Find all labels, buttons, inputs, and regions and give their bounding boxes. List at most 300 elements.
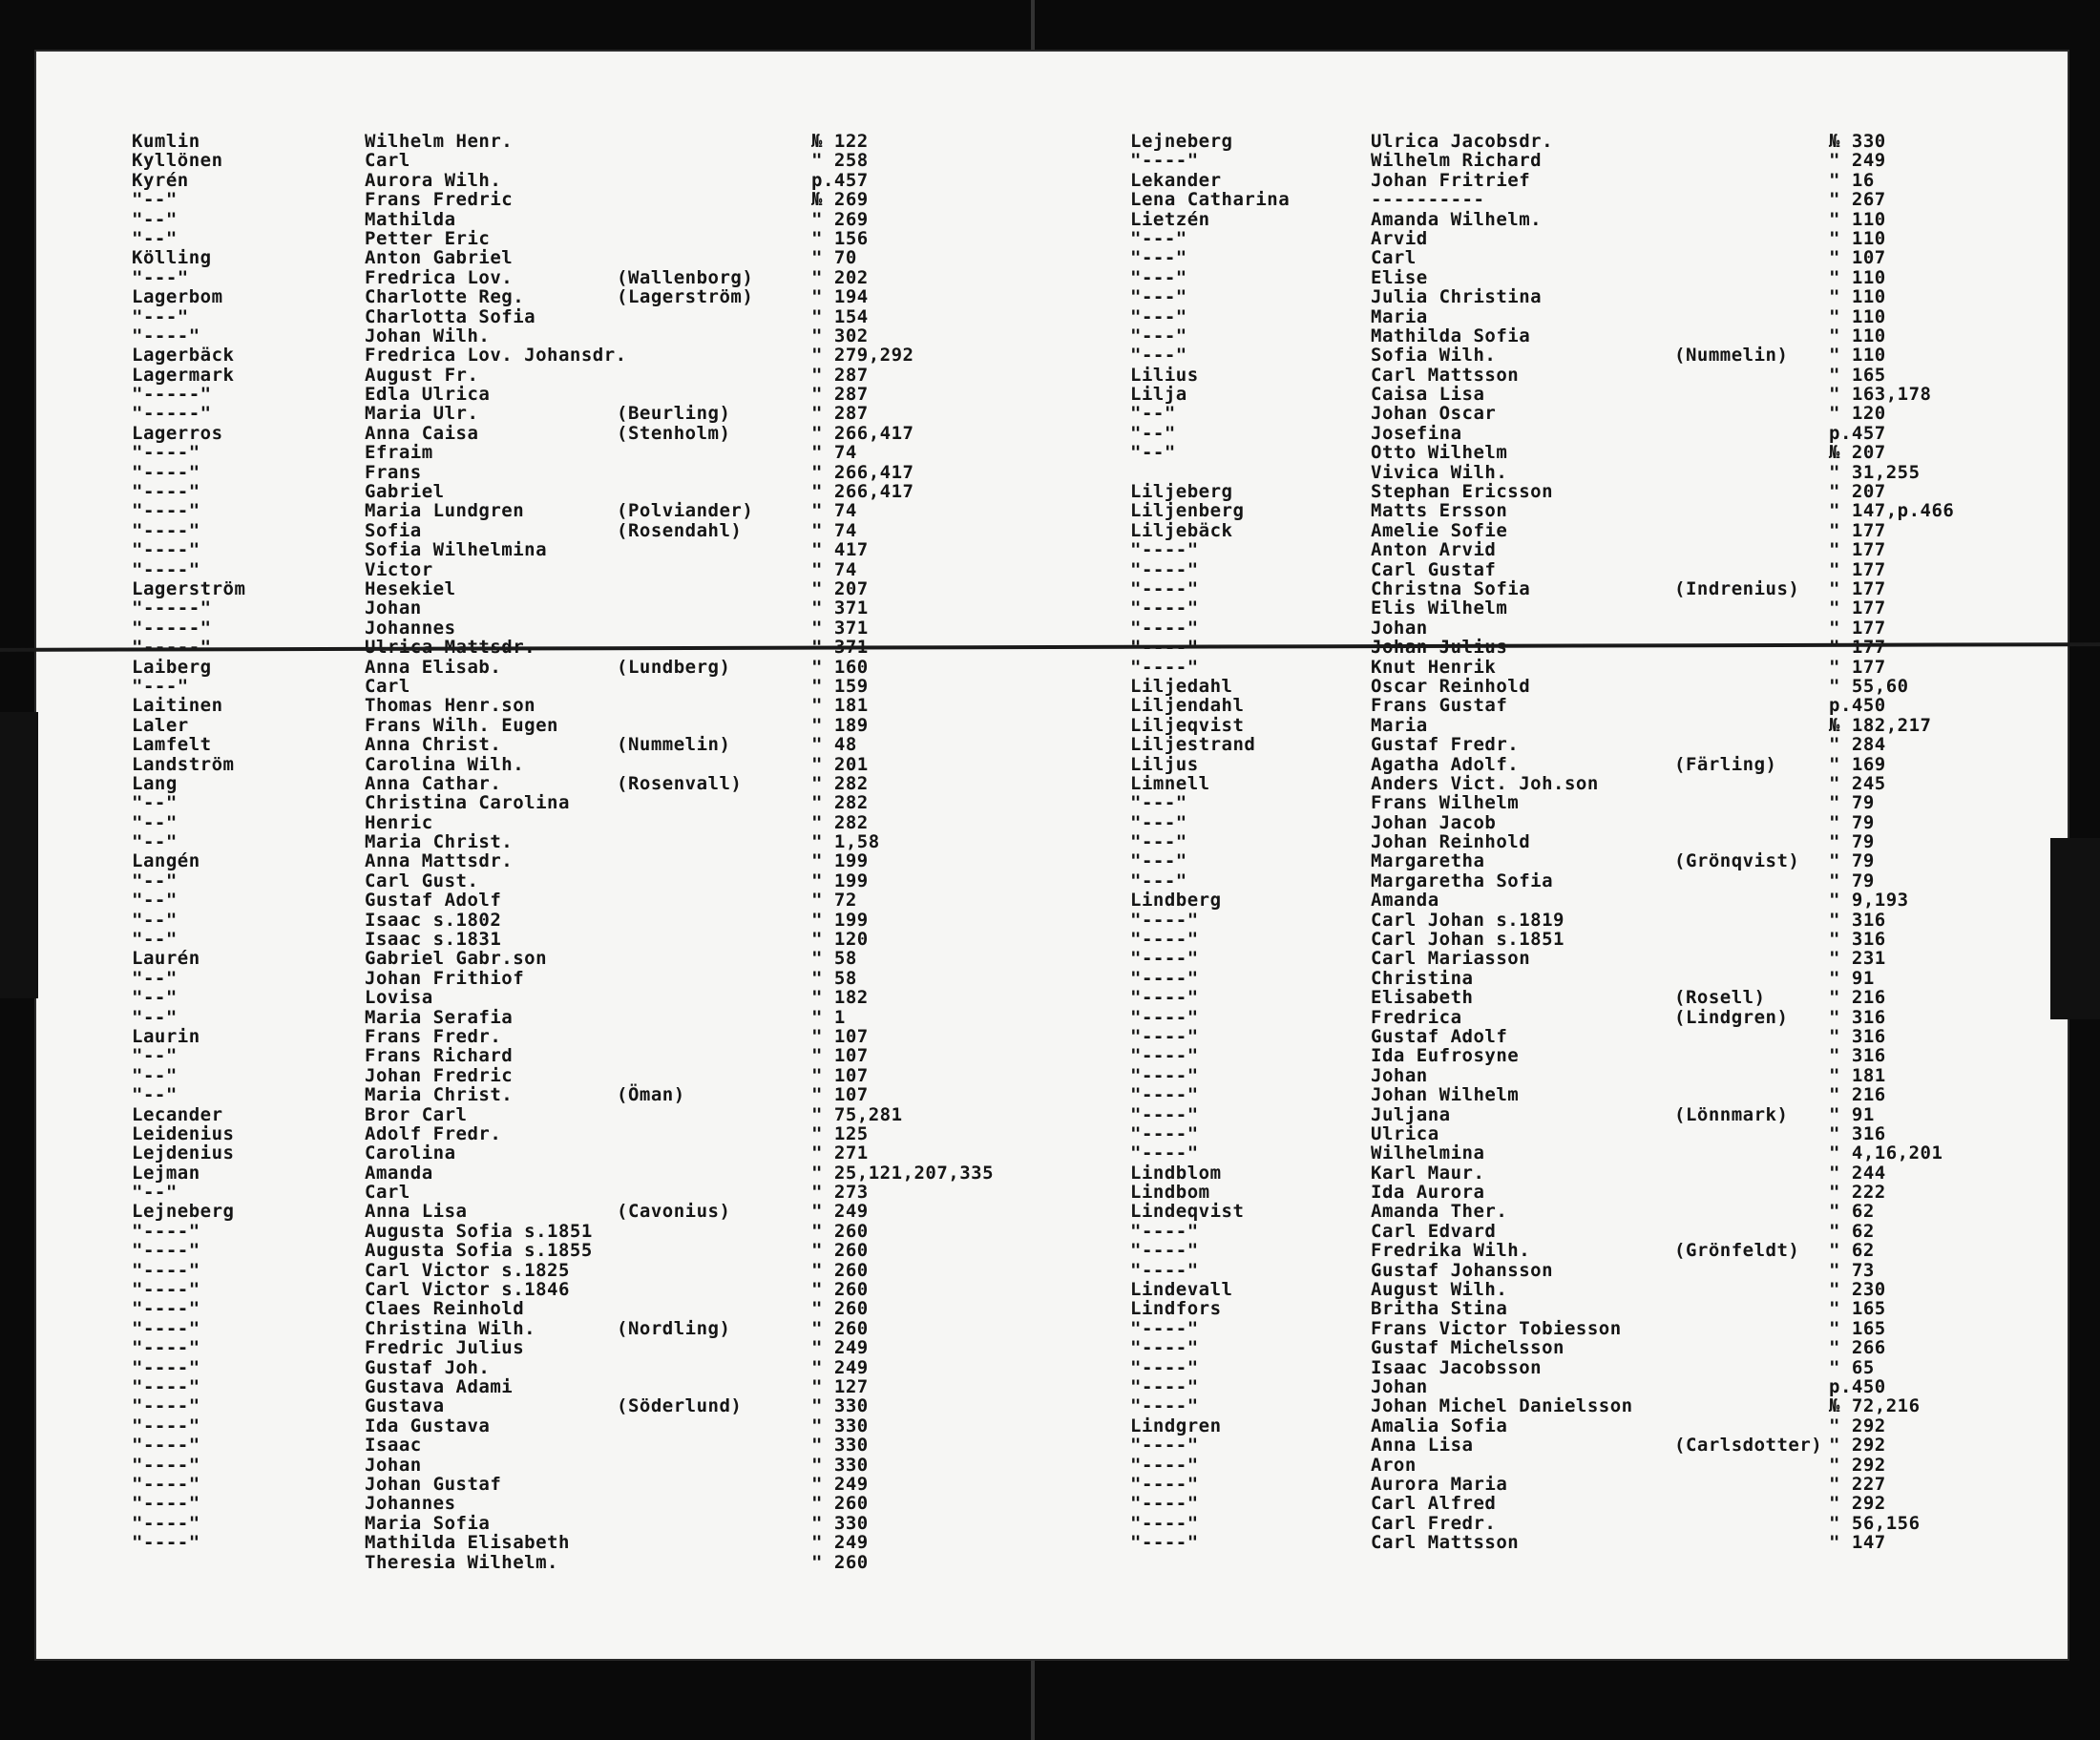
entry-ref: " 199 — [811, 870, 869, 891]
entry-surname: "----" — [1130, 656, 1199, 678]
entry-surname: "----" — [132, 1532, 200, 1554]
entry-surname: Liljebäck — [1130, 519, 1233, 541]
entry-ref: " 182 — [811, 987, 869, 1009]
entry-surname: "----" — [1130, 1064, 1199, 1086]
entry-ref: " 282 — [811, 792, 869, 814]
entry-surname: "----" — [132, 1279, 200, 1301]
entry-note: (Nummelin) — [617, 734, 731, 756]
entry-surname: Lejdenius — [132, 1143, 235, 1164]
entry-given: Anna Mattsdr. — [365, 850, 514, 872]
entry-surname: "----" — [1130, 987, 1199, 1009]
entry-ref: " 201 — [811, 753, 869, 775]
entry-ref: " 73 — [1829, 1259, 1875, 1281]
entry-surname: "----" — [1130, 1084, 1199, 1106]
entry-note: (Cavonius) — [617, 1201, 731, 1223]
entry-given: Ulrica Jacobsdr. — [1371, 131, 1554, 152]
entry-ref: " 107 — [811, 1084, 869, 1106]
entry-surname: "----" — [132, 1317, 200, 1339]
entry-ref: " 110 — [1829, 325, 1886, 346]
entry-given: Mathilda Elisabeth — [365, 1532, 570, 1554]
entry-surname: "---" — [132, 675, 189, 697]
entry-given: Amanda Wilhelm. — [1371, 208, 1543, 230]
entry-given: Vivica Wilh. — [1371, 461, 1508, 483]
right-binder-clip — [2050, 838, 2100, 1019]
entry-ref: " 245 — [1829, 772, 1886, 794]
entry-given: Carl Mariasson — [1371, 948, 1531, 970]
entry-surname: Landström — [132, 753, 235, 775]
entry-given: Christina Wilh. — [365, 1317, 536, 1339]
entry-ref: " 258 — [811, 150, 869, 172]
entry-given: August Fr. — [365, 364, 479, 386]
entry-given: Johan Wilh. — [365, 325, 491, 346]
entry-given: Anders Vict. Joh.son — [1371, 772, 1599, 794]
entry-ref: " 227 — [1829, 1473, 1886, 1495]
entry-ref: " 371 — [811, 597, 869, 619]
entry-surname: "----" — [1130, 1532, 1199, 1554]
entry-given: Frans Fredric — [365, 189, 514, 211]
entry-given: Edla Ulrica — [365, 384, 491, 406]
entry-given: Isaac — [365, 1435, 422, 1457]
entry-surname: "----" — [1130, 1006, 1199, 1028]
entry-given: Maria Serafia — [365, 1006, 514, 1028]
entry-given: Johan — [365, 597, 422, 619]
entry-ref: " 74 — [811, 519, 857, 541]
entry-surname: Lindeqvist — [1130, 1201, 1245, 1223]
entry-ref: " 287 — [811, 384, 869, 406]
entry-given: Matts Ersson — [1371, 500, 1508, 522]
entry-ref: " 249 — [811, 1356, 869, 1378]
entry-surname: Laitinen — [132, 695, 223, 717]
entry-ref: " 165 — [1829, 364, 1886, 386]
entry-surname: "-----" — [132, 617, 212, 639]
entry-given: Johan Michel Danielsson — [1371, 1395, 1633, 1417]
entry-given: Frans Fredr. — [365, 1025, 502, 1047]
entry-ref: " 284 — [1829, 734, 1886, 756]
entry-surname: "--" — [132, 870, 178, 891]
entry-surname: "--" — [132, 189, 178, 211]
entry-given: Carl Mattsson — [1371, 364, 1520, 386]
entry-given: Josefina — [1371, 422, 1462, 444]
entry-given: Maria Christ. — [365, 831, 514, 853]
entry-ref: " 287 — [811, 364, 869, 386]
entry-ref: № 182,217 — [1829, 714, 1932, 736]
entry-ref: " 79 — [1829, 792, 1875, 814]
entry-surname: "--" — [132, 227, 178, 249]
entry-ref: " 249 — [811, 1473, 869, 1495]
entry-surname: "----" — [132, 481, 200, 503]
entry-surname: Lejman — [132, 1162, 200, 1184]
entry-ref: № 269 — [811, 189, 869, 211]
entry-surname: "----" — [1130, 1395, 1199, 1417]
entry-given: Johan Oscar — [1371, 403, 1497, 425]
entry-surname: "----" — [132, 1259, 200, 1281]
entry-surname: "----" — [132, 500, 200, 522]
entry-surname: "----" — [132, 1356, 200, 1378]
entry-ref: " 292 — [1829, 1454, 1886, 1476]
entry-surname: "-----" — [132, 384, 212, 406]
entry-ref: p.450 — [1829, 1376, 1886, 1397]
entry-given: Johan Fritrief — [1371, 169, 1531, 191]
entry-given: Maria Ulr. — [365, 403, 479, 425]
entry-ref: " 169 — [1829, 753, 1886, 775]
entry-note: (Lönnmark) — [1674, 1103, 1789, 1125]
entry-surname: Lindgren — [1130, 1415, 1222, 1436]
entry-given: Hesekiel — [365, 577, 456, 599]
entry-given: Carl Johan s.1819 — [1371, 909, 1564, 931]
entry-note: (Lagerström) — [617, 286, 754, 308]
entry-ref: " 107 — [811, 1025, 869, 1047]
entry-given: Caisa Lisa — [1371, 384, 1485, 406]
entry-surname: "---" — [1130, 305, 1187, 327]
entry-given: Amanda — [365, 1162, 433, 1184]
entry-ref: " 75,281 — [811, 1103, 903, 1125]
entry-given: Johannes — [365, 1493, 456, 1515]
entry-ref: " 58 — [811, 967, 857, 989]
entry-ref: " 260 — [811, 1279, 869, 1301]
entry-ref: " 231 — [1829, 948, 1886, 970]
entry-ref: " 156 — [811, 227, 869, 249]
entry-given: Ida Gustava — [365, 1415, 491, 1436]
entry-ref: " 48 — [811, 734, 857, 756]
entry-surname: "----" — [1130, 1376, 1199, 1397]
entry-surname: "-----" — [132, 597, 212, 619]
entry-given: Elisabeth — [1371, 987, 1474, 1009]
entry-ref: " 292 — [1829, 1435, 1886, 1457]
entry-surname: Lena Catharina — [1130, 189, 1291, 211]
entry-given: Anna Lisa — [1371, 1435, 1474, 1457]
entry-ref: " 110 — [1829, 305, 1886, 327]
entry-given: Aurora Wilh. — [365, 169, 502, 191]
entry-ref: " 25,121,207,335 — [811, 1162, 995, 1184]
entry-ref: " 222 — [1829, 1182, 1886, 1204]
entry-ref: " 266,417 — [811, 422, 914, 444]
entry-note: (Nummelin) — [1674, 345, 1789, 367]
entry-note: (Rosenvall) — [617, 772, 743, 794]
entry-surname: Kölling — [132, 247, 212, 269]
entry-given: Fredrica Lov. — [365, 266, 514, 288]
entry-ref: " 260 — [811, 1240, 869, 1262]
entry-ref: " 271 — [811, 1143, 869, 1164]
entry-given: Maria — [1371, 714, 1428, 736]
entry-given: Gustaf Joh. — [365, 1356, 491, 1378]
entry-surname: "----" — [1130, 1103, 1199, 1125]
entry-given: Johan Fredric — [365, 1064, 514, 1086]
entry-surname: "----" — [132, 1454, 200, 1476]
entry-ref: " 260 — [811, 1220, 869, 1242]
entry-given: Efraim — [365, 442, 433, 464]
entry-surname: Langén — [132, 850, 200, 872]
entry-ref: p.457 — [1829, 422, 1886, 444]
entry-surname: "----" — [132, 1376, 200, 1397]
entry-note: (Indrenius) — [1674, 577, 1800, 599]
entry-given: Gustava — [365, 1395, 445, 1417]
entry-given: Mathilda — [365, 208, 456, 230]
entry-ref: " 230 — [1829, 1279, 1886, 1301]
entry-surname: "----" — [132, 1435, 200, 1457]
entry-surname: "--" — [132, 792, 178, 814]
entry-surname: Laiberg — [132, 656, 212, 678]
entry-given: Fredrica Lov. Johansdr. — [365, 345, 627, 367]
entry-ref: " 107 — [811, 1045, 869, 1067]
entry-given: Christina — [1371, 967, 1474, 989]
entry-given: Carl Mattsson — [1371, 1532, 1520, 1554]
entry-given: Isaac s.1831 — [365, 929, 502, 951]
entry-given: Frans Victor Tobiesson — [1371, 1317, 1622, 1339]
entry-ref: № 330 — [1829, 131, 1886, 152]
entry-ref: p.450 — [1829, 695, 1886, 717]
entry-ref: " 165 — [1829, 1317, 1886, 1339]
entry-ref: " 249 — [1829, 150, 1886, 172]
entry-given: Johan — [365, 1454, 422, 1476]
entry-surname: "----" — [1130, 1025, 1199, 1047]
entry-given: Gustaf Adolf — [365, 890, 502, 912]
entry-given: Carl Johan s.1851 — [1371, 929, 1564, 951]
entry-surname: "----" — [132, 1512, 200, 1534]
entry-ref: " 279,292 — [811, 345, 914, 367]
entry-surname: "---" — [1130, 325, 1187, 346]
entry-ref: " 199 — [811, 909, 869, 931]
entry-surname: "----" — [1130, 1512, 1199, 1534]
entry-given: Carl — [365, 150, 410, 172]
entry-ref: " 273 — [811, 1182, 869, 1204]
entry-ref: " 4,16,201 — [1829, 1143, 1943, 1164]
entry-ref: " 260 — [811, 1259, 869, 1281]
entry-given: Carl Victor s.1846 — [365, 1279, 570, 1301]
entry-ref: " 110 — [1829, 227, 1886, 249]
entry-surname: "--" — [1130, 442, 1176, 464]
entry-surname: Kyllönen — [132, 150, 223, 172]
entry-note: (Wallenborg) — [617, 266, 754, 288]
entry-surname: "----" — [132, 325, 200, 346]
entry-surname: Kumlin — [132, 131, 200, 152]
entry-surname: "----" — [1130, 150, 1199, 172]
entry-ref: " 292 — [1829, 1493, 1886, 1515]
entry-ref: " 154 — [811, 305, 869, 327]
entry-given: Adolf Fredr. — [365, 1122, 502, 1144]
entry-given: Carl — [365, 675, 410, 697]
entry-ref: " 244 — [1829, 1162, 1886, 1184]
entry-ref: " 330 — [811, 1512, 869, 1534]
entry-surname: "----" — [1130, 1317, 1199, 1339]
entry-given: Wilhelm Henr. — [365, 131, 514, 152]
entry-given: Sofia — [365, 519, 422, 541]
entry-surname: "---" — [132, 305, 189, 327]
entry-ref: " 74 — [811, 500, 857, 522]
entry-surname: "----" — [1130, 948, 1199, 970]
binding-spine-bottom — [1031, 1661, 1035, 1740]
entry-given: Johan Reinhold — [1371, 831, 1531, 853]
entry-ref: " 316 — [1829, 1122, 1886, 1144]
entry-ref: " 371 — [811, 617, 869, 639]
entry-surname: "----" — [132, 1493, 200, 1515]
entry-surname: "----" — [132, 1473, 200, 1495]
entry-ref: " 107 — [1829, 247, 1886, 269]
entry-given: Gabriel Gabr.son — [365, 948, 548, 970]
entry-note: (Carlsdotter) — [1674, 1435, 1823, 1457]
entry-ref: " 266,417 — [811, 481, 914, 503]
entry-given: Charlotte Reg. — [365, 286, 525, 308]
entry-given: Julia Christina — [1371, 286, 1543, 308]
entry-surname: "----" — [1130, 909, 1199, 931]
entry-given: Maria Sofia — [365, 1512, 491, 1534]
entry-given: Augusta Sofia s.1851 — [365, 1220, 593, 1242]
entry-surname: "--" — [132, 967, 178, 989]
entry-ref: " 160 — [811, 656, 869, 678]
entry-note: (Söderlund) — [617, 1395, 743, 1417]
entry-surname: Laurin — [132, 1025, 200, 1047]
entry-surname: "----" — [132, 1337, 200, 1359]
entry-given: Gustaf Fredr. — [1371, 734, 1520, 756]
entry-given: Fredrica — [1371, 1006, 1462, 1028]
entry-surname: "--" — [1130, 422, 1176, 444]
entry-surname: Liljeqvist — [1130, 714, 1245, 736]
entry-surname: "--" — [132, 1006, 178, 1028]
entry-given: Stephan Ericsson — [1371, 481, 1554, 503]
entry-given: Knut Henrik — [1371, 656, 1497, 678]
entry-given: Maria Christ. — [365, 1084, 514, 1106]
entry-surname: "----" — [1130, 1259, 1199, 1281]
entry-surname: "---" — [1130, 247, 1187, 269]
entry-surname: "----" — [132, 1415, 200, 1436]
entry-ref: " 207 — [811, 577, 869, 599]
entry-ref: p.457 — [811, 169, 869, 191]
entry-ref: " 120 — [1829, 403, 1886, 425]
entry-surname: "---" — [132, 266, 189, 288]
entry-surname: Lindbom — [1130, 1182, 1210, 1204]
entry-ref: " 417 — [811, 539, 869, 561]
entry-given: Amelie Sofie — [1371, 519, 1508, 541]
entry-given: Oscar Reinhold — [1371, 675, 1531, 697]
entry-surname: "--" — [132, 987, 178, 1009]
entry-ref: " 1 — [811, 1006, 846, 1028]
entry-given: Henric — [365, 811, 433, 833]
entry-ref: " 216 — [1829, 1084, 1886, 1106]
entry-given: Amanda Ther. — [1371, 1201, 1508, 1223]
entry-given: Anna Christ. — [365, 734, 502, 756]
entry-note: (Rosell) — [1674, 987, 1766, 1009]
entry-surname: "--" — [132, 208, 178, 230]
entry-given: Bror Carl — [365, 1103, 468, 1125]
entry-given: Carl Fredr. — [1371, 1512, 1497, 1534]
entry-ref: " 282 — [811, 772, 869, 794]
entry-surname: "----" — [132, 461, 200, 483]
entry-surname: Lecander — [132, 1103, 223, 1125]
entry-note: (Grönfeldt) — [1674, 1240, 1800, 1262]
entry-given: Johannes — [365, 617, 456, 639]
entry-ref: " 260 — [811, 1298, 869, 1320]
entry-surname: Kyrén — [132, 169, 189, 191]
entry-ref: " 79 — [1829, 870, 1875, 891]
entry-ref: " 1,58 — [811, 831, 880, 853]
entry-given: Petter Eric — [365, 227, 491, 249]
entry-given: August Wilh. — [1371, 1279, 1508, 1301]
entry-given: Augusta Sofia s.1855 — [365, 1240, 593, 1262]
entry-ref: № 122 — [811, 131, 869, 152]
entry-surname: Lagermark — [132, 364, 235, 386]
entry-surname: "----" — [132, 1298, 200, 1320]
entry-surname: "----" — [1130, 1143, 1199, 1164]
entry-given: Charlotta Sofia — [365, 305, 536, 327]
entry-ref: " 316 — [1829, 1025, 1886, 1047]
entry-surname: Liljestrand — [1130, 734, 1256, 756]
entry-given: Carl Victor s.1825 — [365, 1259, 570, 1281]
entry-surname: "--" — [132, 831, 178, 853]
entry-ref: " 74 — [811, 558, 857, 580]
entry-ref: " 199 — [811, 850, 869, 872]
entry-surname: "----" — [132, 519, 200, 541]
entry-surname: "----" — [1130, 1356, 1199, 1378]
entry-given: Carl Gustaf — [1371, 558, 1497, 580]
entry-surname: "--" — [132, 811, 178, 833]
entry-given: Claes Reinhold — [365, 1298, 525, 1320]
entry-given: Karl Maur. — [1371, 1162, 1485, 1184]
entry-ref: " 31,255 — [1829, 461, 1921, 483]
entry-ref: " 147,p.466 — [1829, 500, 1955, 522]
entry-ref: " 56,156 — [1829, 1512, 1921, 1534]
entry-given: Fredrika Wilh. — [1371, 1240, 1531, 1262]
entry-ref: " 181 — [1829, 1064, 1886, 1086]
entry-ref: " 74 — [811, 442, 857, 464]
entry-ref: " 110 — [1829, 345, 1886, 367]
entry-surname: "---" — [1130, 831, 1187, 853]
entry-surname: "----" — [1130, 597, 1199, 619]
entry-given: Johan Gustaf — [365, 1473, 502, 1495]
entry-given: Theresia Wilhelm. — [365, 1551, 558, 1573]
entry-ref: " 330 — [811, 1435, 869, 1457]
entry-given: Elis Wilhelm — [1371, 597, 1508, 619]
entry-given: Aron — [1371, 1454, 1417, 1476]
entry-given: Gabriel — [365, 481, 445, 503]
entry-surname: "----" — [132, 558, 200, 580]
entry-given: Gustaf Johansson — [1371, 1259, 1554, 1281]
entry-ref: " 125 — [811, 1122, 869, 1144]
entry-ref: " 260 — [811, 1317, 869, 1339]
entry-ref: " 165 — [1829, 1298, 1886, 1320]
entry-given: Carl Alfred — [1371, 1493, 1497, 1515]
entry-given: Sofia Wilhelmina — [365, 539, 548, 561]
entry-ref: " 316 — [1829, 1006, 1886, 1028]
entry-given: Agatha Adolf. — [1371, 753, 1520, 775]
entry-given: Isaac Jacobsson — [1371, 1356, 1543, 1378]
entry-ref: " 79 — [1829, 850, 1875, 872]
entry-surname: Lagerström — [132, 577, 246, 599]
entry-surname: "----" — [132, 1220, 200, 1242]
entry-given: Christina Carolina — [365, 792, 570, 814]
entry-surname: "---" — [1130, 870, 1187, 891]
entry-given: Wilhelm Richard — [1371, 150, 1543, 172]
entry-surname: Liljenberg — [1130, 500, 1245, 522]
entry-note: (Rosendahl) — [617, 519, 743, 541]
entry-ref: " 330 — [811, 1395, 869, 1417]
entry-surname: Lilius — [1130, 364, 1199, 386]
entry-ref: " 330 — [811, 1454, 869, 1476]
entry-given: Johan — [1371, 1376, 1428, 1397]
entry-given: Frans — [365, 461, 422, 483]
entry-note: (Nordling) — [617, 1317, 731, 1339]
entry-ref: " 65 — [1829, 1356, 1875, 1378]
entry-surname: "----" — [1130, 1337, 1199, 1359]
entry-surname: Lagerbäck — [132, 345, 235, 367]
entry-surname: Laurén — [132, 948, 200, 970]
entry-surname: "----" — [1130, 617, 1199, 639]
entry-surname: "----" — [132, 1395, 200, 1417]
entry-ref: " 260 — [811, 1551, 869, 1573]
entry-surname: Lejneberg — [1130, 131, 1233, 152]
entry-surname: Laler — [132, 714, 189, 736]
entry-ref: " 216 — [1829, 987, 1886, 1009]
entry-ref: " 177 — [1829, 577, 1886, 599]
entry-surname: "--" — [132, 909, 178, 931]
